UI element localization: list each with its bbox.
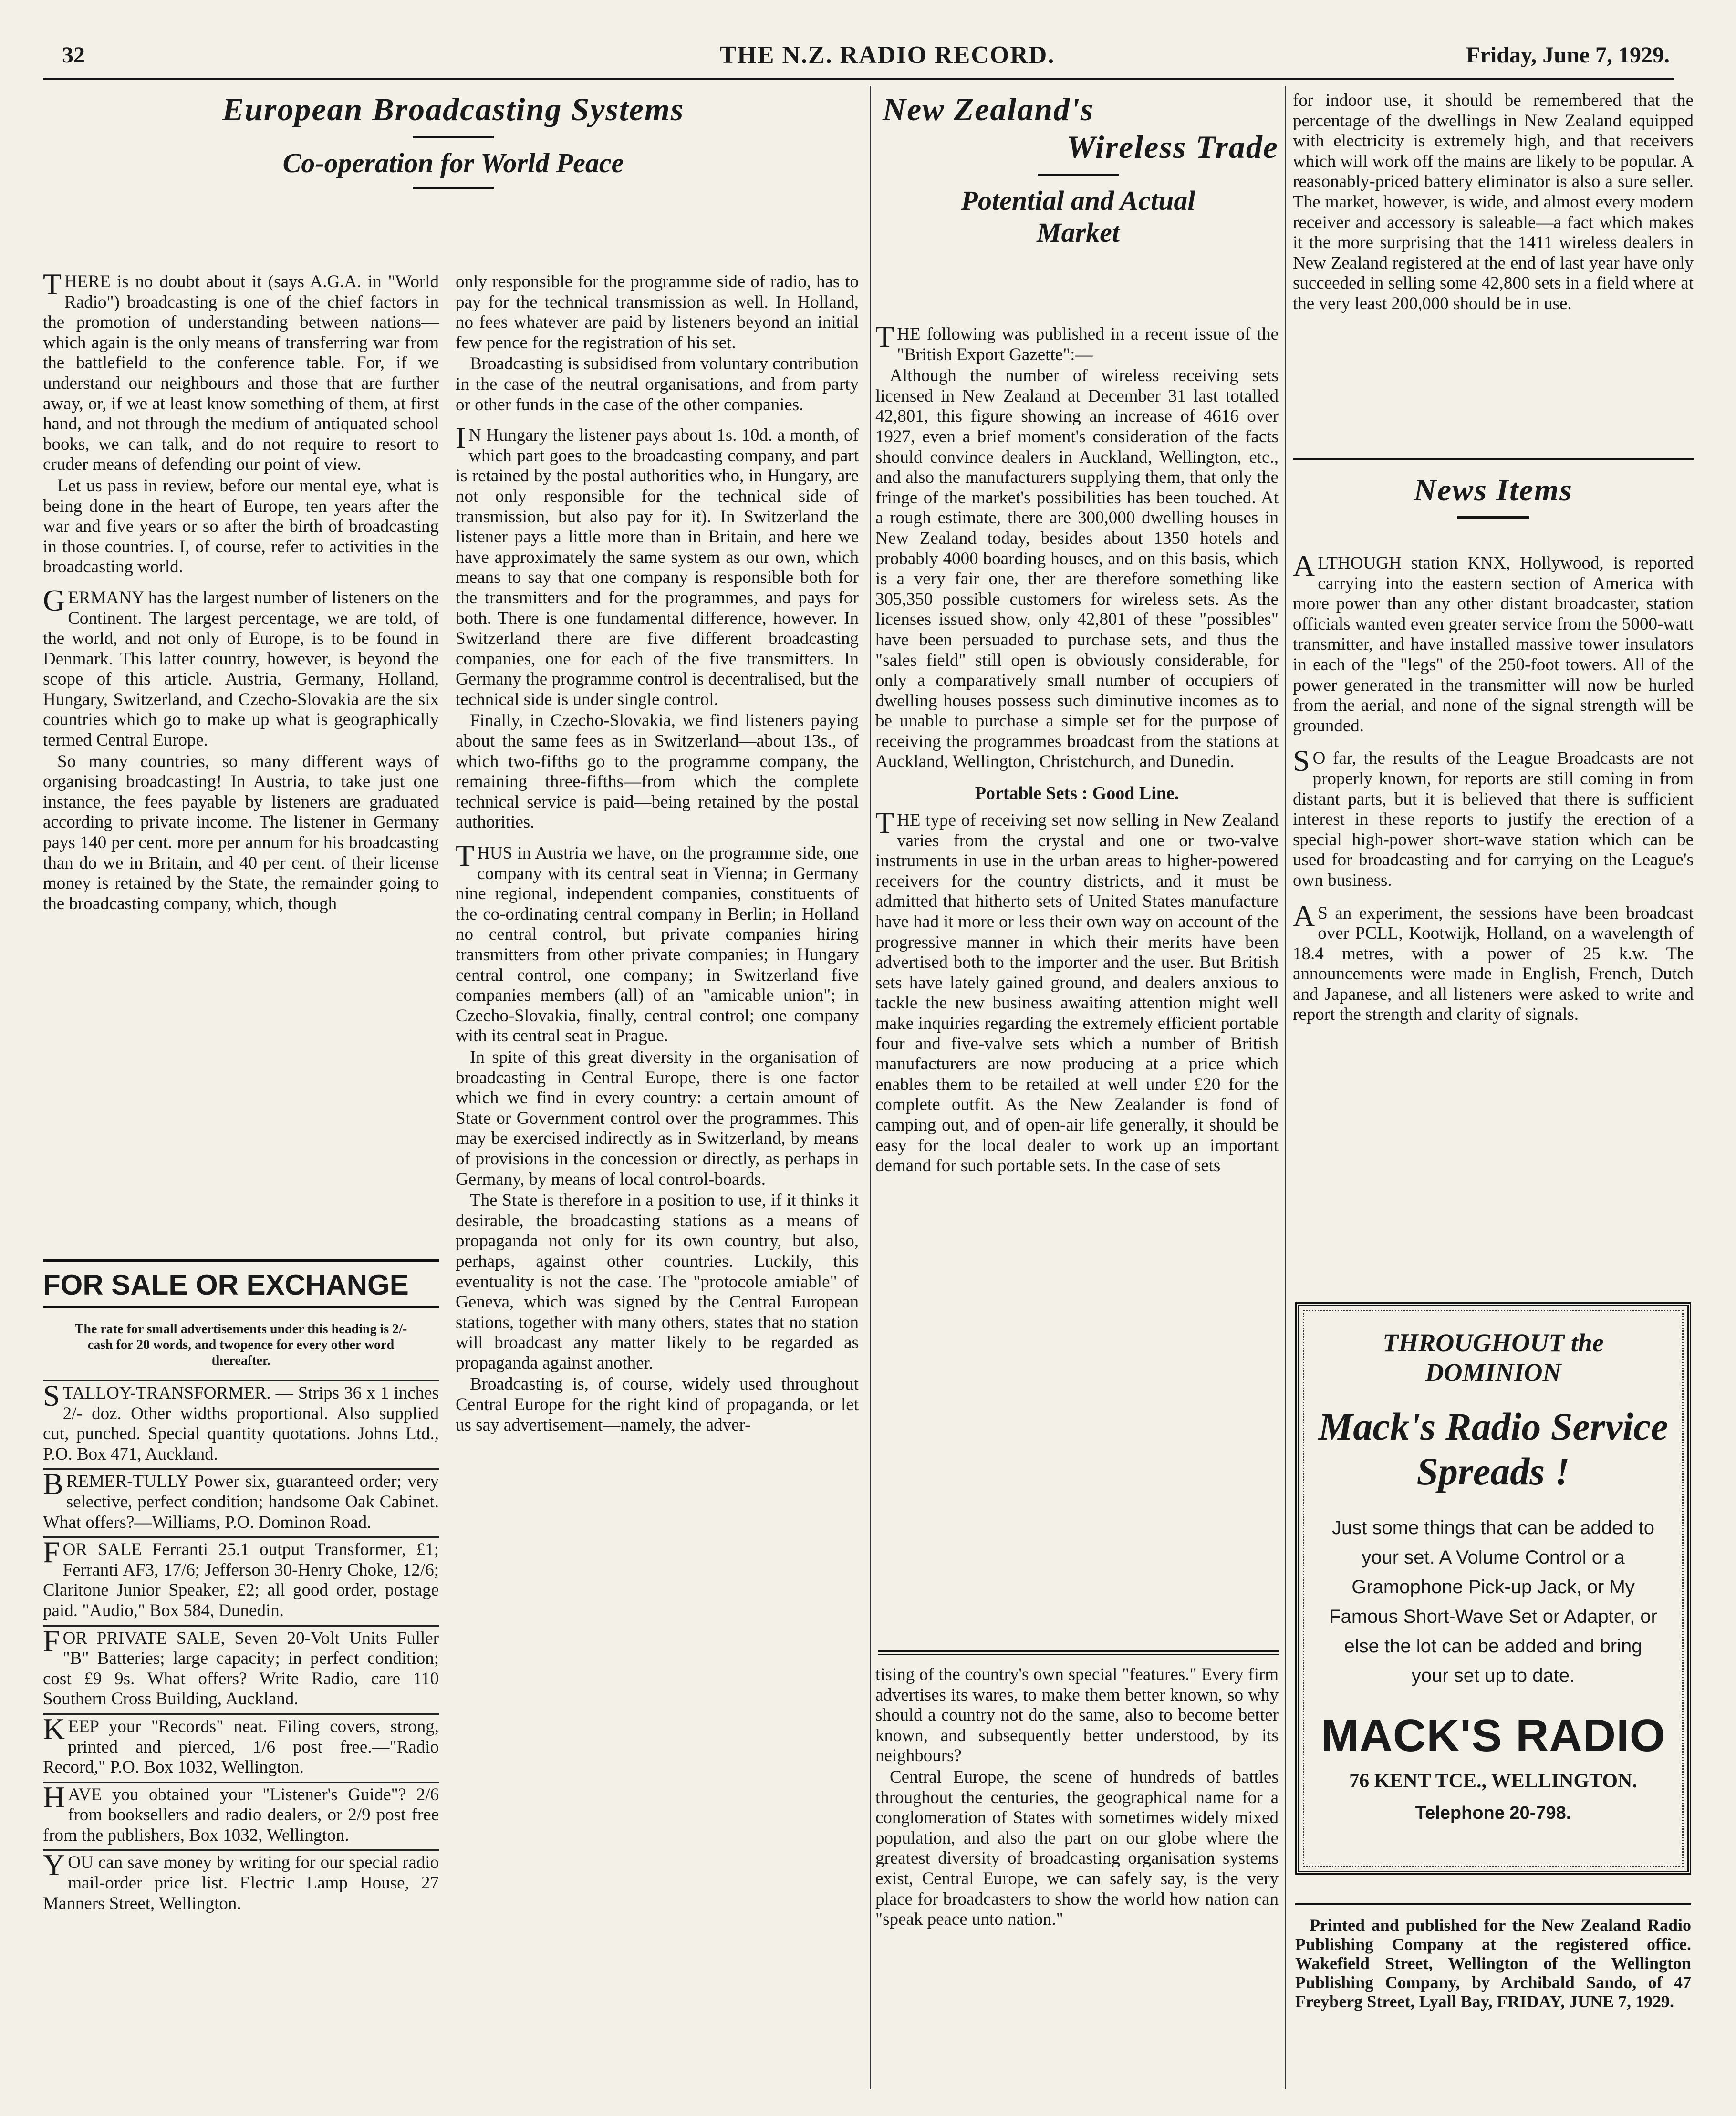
article-paragraph: IN Hungary the listener pays about 1s. 10d. a month, of which part goes to the broadcasting company, and part is retained by the postal authorities who, in Hungary, are not only responsible for the technical side of transmission, but also pay for it). In Switzerland the listener pays a little more than in Britain, and here we have approximately the same system as our own, which means to say that one company is responsible both for the transmitters and for the programmes, and pays for both. There is one fundamental difference, however. In Switzerland there are five different broadcasting companies, one for each of the five transmitters. In Germany the programme control is decentralised, but the technical side is under single control. xyxy=(456,421,859,709)
for-sale-section xyxy=(43,1259,439,1918)
european-col2 xyxy=(456,272,859,1436)
nz-trade-col4 xyxy=(1293,91,1694,315)
section-divider xyxy=(878,1650,1279,1655)
article-paragraph: Broadcasting is, of course, widely used throughout Central Europe for the right kind of propaganda, or let us say advertisement—namely, the adver- xyxy=(456,1374,859,1435)
ad-headline: THROUGHOUT the DOMINION xyxy=(1383,1328,1604,1387)
nz-trade-subtitle-line1: Potential and Actual xyxy=(961,185,1195,216)
european-col1 xyxy=(43,267,439,915)
column-rule xyxy=(870,86,871,2089)
classified-ad xyxy=(43,1535,439,1626)
article-paragraph: Let us pass in review, before our mental eye, what is being done in the heart of Europe, ten years after the war and five years or so after the birth of broadcasting in those countries. I, of course, refer to activities in the broadcasting world. xyxy=(43,476,439,577)
news-title: News Items xyxy=(1414,473,1573,508)
article-paragraph: In spite of this great diversity in the organisation of broadcasting in Central Europe, there is one factor which we find in every country: a certain amount of State or Government control over the programmes. This may be exercised indirectly as in Switzerland, by means of provisions in the concession or directly, as perhaps in Germany, by means of local control-boards. xyxy=(456,1047,859,1189)
nz-trade-col3 xyxy=(875,320,1279,1177)
masthead: THE N.Z. RADIO RECORD. xyxy=(719,41,1055,69)
column-rule xyxy=(1285,86,1286,2089)
news-items xyxy=(1293,549,1694,1026)
imprint xyxy=(1295,1903,1691,2012)
article-paragraph: Although the number of wireless receiving sets licensed in New Zealand at December 31 last totalled 42,801, this figure showing an increase of 4616 over 1927, even a brief moment's consideration of the facts should convince dealers in Auckland, Wellington, etc., and also the manufacturers supplying them, that only the fringe of the market's possibilities has been touched. At a rough estimate, there are 300,000 dwelling houses in New Zealand today, besides about 1350 hotels and probably 4000 boarding houses, and on this basis, which is a very fair one, ther are therefore something like 305,350 possible customers for wireless sets. As the licenses issued show, only 42,801 of these "possibles" have been persuaded to purchase sets, and thus the "sales field" still open is obviously considerable, for only a comparatively small number of occupiers of dwelling houses possess such diminutive incomes as to be unable to purchase a simple set for the purpose of receiving the programmes broadcast from the stations at Auckland, Wellington, Christchurch, and Dunedin. xyxy=(875,366,1279,772)
news-item: AS an experiment, the sessions have been broadcast over PCLL, Kootwijk, Holland, on a wavelength of 18.4 metres, with a power of 25 k.w. The announcements were made in English, French, Dutch and Japanese, and all listeners were asked to write and report the strength and clarity of signals. xyxy=(1293,898,1694,1025)
nz-trade-headline xyxy=(878,91,1279,249)
classified-ad xyxy=(43,1780,439,1851)
ad-inner-border xyxy=(1303,1310,1684,1867)
ad-address: 76 KENT TCE., WELLINGTON. xyxy=(1349,1770,1637,1792)
classified-ad xyxy=(43,1467,439,1538)
classified-ad-text: STALLOY-TRANSFORMER. — Strips 36 x 1 inches 2/- doz. Other widths proportional. Also supplied cut, punched. Special quantity quotations. Johns Ltd., P.O. Box 471, Auckland. xyxy=(43,1379,439,1464)
nz-trade-subtitle-line2: Market xyxy=(1037,217,1120,248)
ad-title-line2: Spreads ! xyxy=(1416,1450,1570,1493)
article-paragraph: THERE is no doubt about it (says A.G.A. in "World Radio") broadcasting is one of the chief factors in the promotion of understanding between nations—which again is the only means of transferring war from the battlefield to the conference table. For, if we understand our neighbours and those that are further away, or, if we at least know something of them, at first hand, and not through the medium of antiquated school books, we can talk, and do not require to resort to cruder means of defending our point of view. xyxy=(43,267,439,475)
article-paragraph: GERMANY has the largest number of listeners on the Continent. The largest percentage, we are told, of the world, and not only of Europe, is to be found in Denmark. This latter country, however, is beyond the scope of this article. Austria, Germany, Holland, Hungary, Switzerland, and Czecho-Slovakia are the six countries which go to make up what is geographically termed Central Europe. xyxy=(43,583,439,750)
page-header xyxy=(43,37,1674,80)
article-paragraph: Finally, in Czecho-Slovakia, we find listeners paying about the same fees as in Switzerland—about 13s., of which two-fifths go to the programme company, the remaining three-fifths—from which the complete technical service is paid—being retained by the postal authorities. xyxy=(456,711,859,832)
news-item: SO far, the results of the League Broadcasts are not properly known, for reports are still coming in from distant parts, but it is believed that there is sufficient interest in these reports to justify the erection of a special high-power short-wave station which can be used for broadcasting and for carrying on the League's own business. xyxy=(1293,744,1694,890)
for-sale-rate-note: The rate for small advertisements under this heading is 2/- cash for 20 words, and twopence for every other word thereafter. xyxy=(43,1308,439,1381)
classified-ad-text: FOR SALE Ferranti 25.1 output Transformer, £1; Ferranti AF3, 17/6; Jefferson 30-Henry Choke, 12/6; Claritone Junior Speaker, £2; all good order, postage paid. "Audio," Box 584, Dunedin. xyxy=(43,1535,439,1620)
ad-body: Just some things that can be added to your set. A Volume Control or a Gramophone Pick-up Jack, or My Famous Short-Wave Set or Adapter, or else the lot can be added and bring your set up to date. xyxy=(1329,1517,1657,1686)
article-paragraph: for indoor use, it should be remembered that the percentage of the dwellings in New Zealand equipped with electricity is extremely high, and that receivers which will work off the mains are likely to be popular. A reasonably-priced battery eliminator is also a sure seller. The market, however, is wide, and almost every modern receiver and accessory is saleable—a fact which makes it the more surprising that the 1411 wireless dealers in New Zealand registered at the end of last year have only succeeded in selling some 42,800 sets in a field where at the very least 200,000 should be in use. xyxy=(1293,91,1694,313)
classified-ad-text: YOU can save money by writing for our special radio mail-order price list. Electric Lamp House, 27 Manners Street, Wellington. xyxy=(43,1848,439,1913)
imprint-text: Printed and published for the New Zealand Radio Publishing Company at the registered office. Wakefield Street, Wellington of the Wellington Publishing Company, by Archibald Sando, of 47 Freyberg Street, Lyall Bay, FRIDAY, JUNE 7, 1929. xyxy=(1295,1916,1691,2011)
headline-rule xyxy=(1457,516,1529,519)
classified-ad-text: HAVE you obtained your "Listener's Guide"? 2/6 from booksellers and radio dealers, or 2/9 post free from the publishers, Box 1032, Wellington. xyxy=(43,1780,439,1845)
issue-date: Friday, June 7, 1929. xyxy=(1466,42,1670,68)
classified-ad xyxy=(43,1711,439,1783)
news-item: ALTHOUGH station KNX, Hollywood, is reported carrying into the eastern section of America with more power than any other distant broadcaster, station officials wanted even greater service from the 5000-watt transmitter, and have installed massive tower insulators in each of the "legs" of the 250-foot towers. All of the power generated in the transmitter will now be hurled from the aerial, and none of the signal strength will be grounded. xyxy=(1293,549,1694,736)
ad-company: MACK'S RADIO xyxy=(1320,1710,1666,1761)
article-paragraph: Central Europe, the scene of hundreds of battles throughout the centuries, the geographical name for a conglomeration of States with sometimes widely mixed population, and also the part on our globe where the greatest diversity of broadcasting organisation systems exist, Central Europe, we can safely say, is the very place for broadcasters to show the world how nation can "speak peace unto nation." xyxy=(875,1767,1279,1929)
classified-ad xyxy=(43,1381,439,1470)
article-paragraph: THE type of receiving set now selling in New Zealand varies from the crystal and one or two-valve instruments in use in the urban areas to higher-powered receivers for the country districts, and it must be admitted that hitherto sets of United States manufacture have had it more or less their own way on account of the progressive manner in which their merits have been advertised both to the importer and the user. But British sets have lately gained ground, and dealers anxious to tackle the new business awaiting attention might well make inquiries regarding the extremely efficient portable four and five-valve sets which a number of British manufacturers are now producing at a price which enables them to be retailed at well under £20 for the complete outfit. As the New Zealander is fond of camping out, and of open-air life generally, it should be easy for the local dealer to work up an important demand for such portable sets. In the case of sets xyxy=(875,806,1279,1176)
article-paragraph: Broadcasting is subsidised from voluntary contribution in the case of the neutral organisations, and from party or other funds in the case of the other companies. xyxy=(456,354,859,415)
headline-rule xyxy=(413,187,494,189)
article-paragraph: So many countries, so many different ways of organising broadcasting! In Austria, to take just one instance, the fees payable by listeners are graduated according to private income. The listener in Germany pays 140 per cent. more per annum for his broadcasting than do we in Britain, and 40 per cent. of their license money is retained by the State, the remainder going to the broadcasting company, which, though xyxy=(43,751,439,913)
article-paragraph: only responsible for the programme side of radio, has to pay for the technical transmission as well. In Holland, no fees whatever are paid by listeners beyond an initial few pence for the registration of his set. xyxy=(456,272,859,353)
classified-ad-text: KEEP your "Records" neat. Filing covers, strong, printed and pierced, 1/6 post free.—"Radio Record," P.O. Box 1032, Wellington. xyxy=(43,1711,439,1777)
classified-ad-text: BREMER-TULLY Power six, guaranteed order; very selective, perfect condition; handsome Oak Cabinet. What offers?—Williams, P.O. Dominon Road. xyxy=(43,1467,439,1532)
headline-rule xyxy=(413,136,494,138)
classified-ad xyxy=(43,1623,439,1715)
headline-rule xyxy=(1038,174,1119,176)
page-number: 32 xyxy=(62,42,85,68)
european-title: European Broadcasting Systems xyxy=(222,91,685,127)
article-paragraph: tising of the country's own special "features." Every firm advertises its wares, to make them better known, so why should a country not do the same, also to become better known, and subsequently better understood, by its neighbours? xyxy=(875,1665,1279,1766)
nz-trade-title-line2: Wireless Trade xyxy=(1066,129,1279,165)
article-paragraph: The State is therefore in a position to use, if it thinks it desirable, the broadcasting stations as a means of propaganda not only for its own country, but also, perhaps, against other countries. Luckily, this eventuality is not the case. The "protocole amiable" of Geneva, which was signed by the Central European stations, together with many others, states that no station will broadcast any matter likely to be regarded as propaganda against another. xyxy=(456,1191,859,1373)
classified-ad xyxy=(43,1848,439,1918)
european-col3-cont xyxy=(875,1665,1279,1931)
news-heading-block xyxy=(1293,458,1694,527)
mack-radio-ad xyxy=(1295,1302,1691,1875)
european-headline xyxy=(43,91,863,197)
nz-trade-title-line1: New Zealand's xyxy=(883,91,1094,127)
ad-title-line1: Mack's Radio Service xyxy=(1318,1405,1668,1448)
european-subtitle: Co-operation for World Peace xyxy=(282,147,624,178)
ad-telephone: Telephone 20-798. xyxy=(1415,1803,1571,1823)
side-heading: Portable Sets : Good Line. xyxy=(975,783,1179,804)
classified-ad-text: FOR PRIVATE SALE, Seven 20-Volt Units Fuller "B" Batteries; large capacity; in perfect condition; cost £9 9s. What offers? Write Radio, care 110 Southern Cross Building, Auckland. xyxy=(43,1623,439,1709)
article-paragraph: THE following was published in a recent issue of the "British Export Gazette":— xyxy=(875,320,1279,364)
for-sale-heading: FOR SALE OR EXCHANGE xyxy=(43,1262,439,1308)
article-paragraph: THUS in Austria we have, on the programme side, one company with its central seat in Vienna; in Germany nine regional, independent companies, constituents of the co-ordinating central company in Berlin; in Holland no central control, but private companies hiring transmitters from other private companies; in Hungary central control, one company; in Switzerland five companies members (all) of an "amicable union"; in Czecho-Slovakia, finally, central control; one company with its central seat in Prague. xyxy=(456,839,859,1046)
